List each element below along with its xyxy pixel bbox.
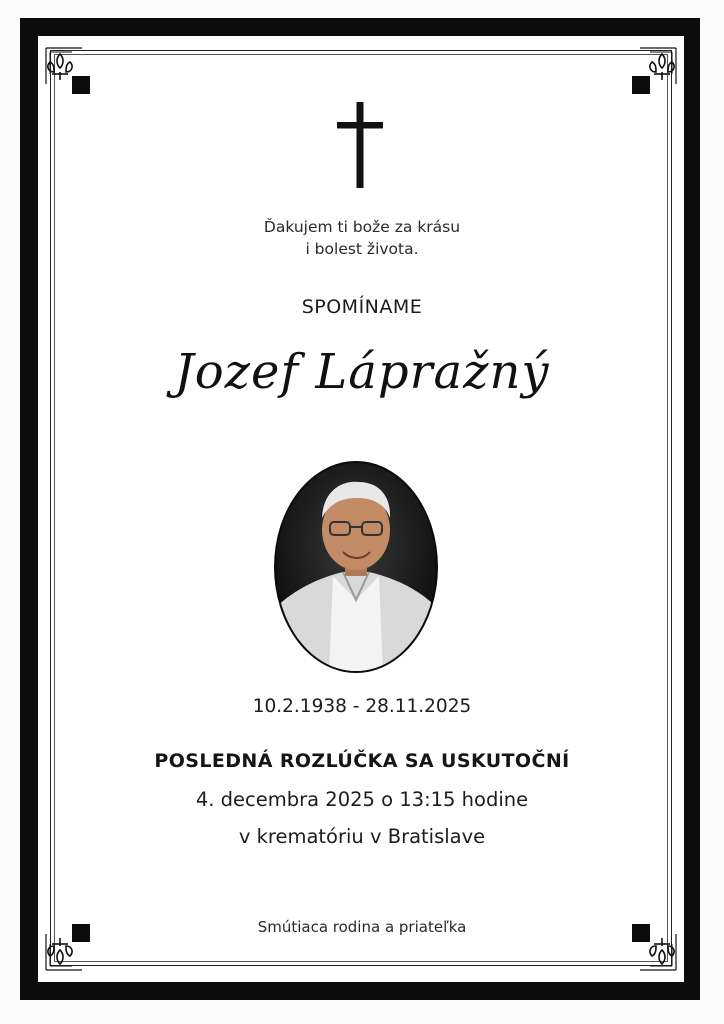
fleur-de-lis-corner-icon [42,44,98,100]
fleur-de-lis-corner-icon [624,44,680,100]
heading-spominame: SPOMÍNAME [301,296,423,318]
quote-line-2: i bolest života. [305,240,419,258]
family-signature: Smútiaca rodina a priateľka [257,918,467,936]
ceremony-date-time: 4. decembra 2025 o 13:15 hodine [195,788,529,811]
quote [60,216,664,260]
farewell-heading: POSLEDNÁ ROZLÚČKA SA USKUTOČNÍ [154,750,570,772]
life-dates: 10.2.1938 - 28.11.2025 [252,696,472,717]
quote-line-1: Ďakujem ti bože za krásu [263,218,461,236]
ceremony-place: v krematóriu v Bratislave [238,825,486,848]
portrait-photo [273,460,439,674]
latin-cross-icon [337,102,383,188]
deceased-name: Jozef Lápražný [174,344,550,400]
